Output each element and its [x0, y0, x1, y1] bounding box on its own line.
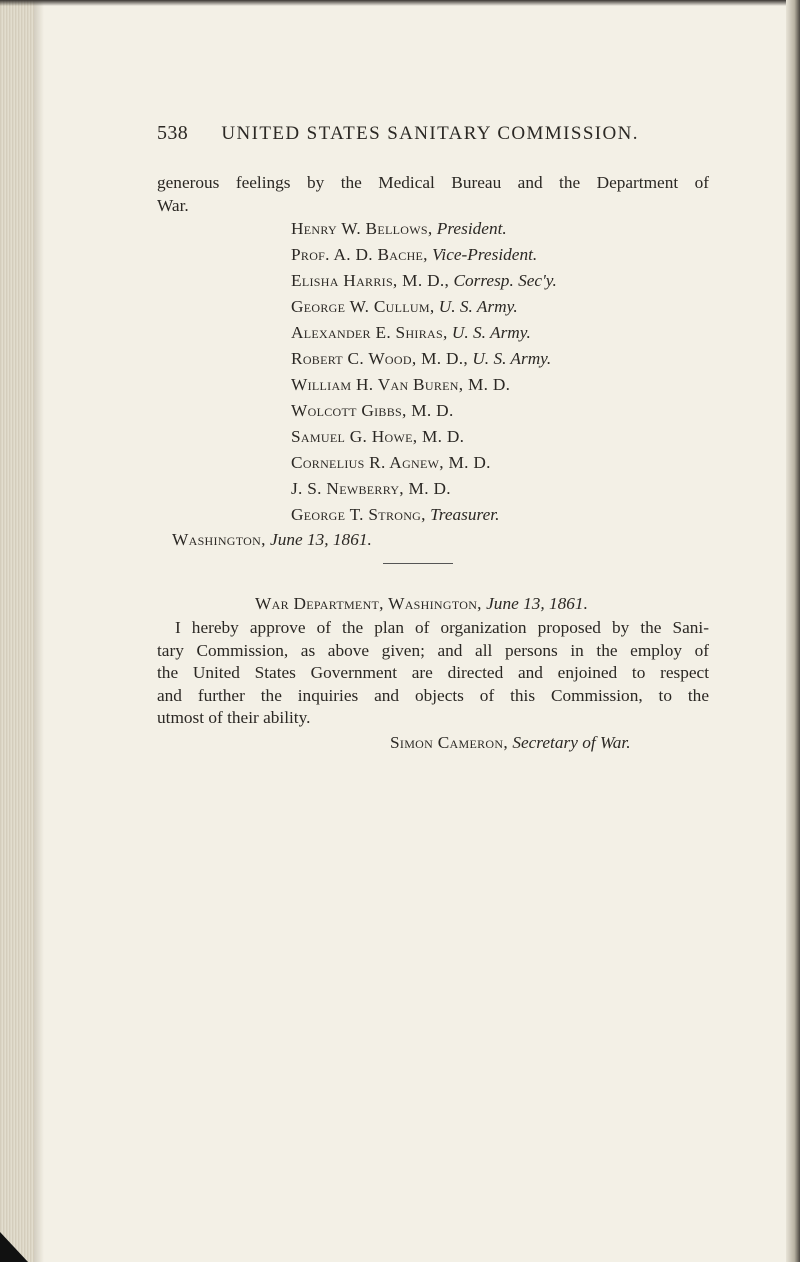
- signatory-title: President.: [436, 219, 507, 238]
- signatory-name: Cornelius R. Agnew, M. D.: [291, 453, 491, 472]
- text-line: I hereby approve of the plan of organization proposed by the Sani-: [175, 618, 709, 637]
- heading-place: War Department, Washington,: [255, 594, 482, 613]
- signatory-line: [291, 504, 499, 527]
- signatory-line: [291, 478, 451, 501]
- dateline-date: June 13, 1861.: [270, 530, 372, 549]
- text-line: tary Commission, as above given; and all persons in the employ of: [157, 640, 709, 660]
- dateline: [172, 529, 372, 552]
- signatory-name: Henry W. Bellows,: [291, 219, 433, 238]
- secretary-signature: [390, 732, 631, 755]
- signatory-name: George T. Strong,: [291, 505, 426, 524]
- signatory-line: [291, 270, 557, 293]
- signatory-line: [291, 374, 510, 397]
- page-number: 538: [157, 122, 189, 144]
- signatory-title: Corresp. Sec'y.: [453, 271, 557, 290]
- signatory-name: George W. Cullum,: [291, 297, 435, 316]
- signatory-title: Vice-President.: [432, 245, 538, 264]
- signatory-title: U. S. Army.: [451, 323, 531, 342]
- opening-paragraph: [157, 172, 709, 217]
- running-title: UNITED STATES SANITARY COMMISSION.: [221, 123, 639, 144]
- signatory-name: Wolcott Gibbs, M. D.: [291, 401, 454, 420]
- text-line: War.: [157, 195, 189, 215]
- signatory-line: [291, 348, 551, 371]
- signatory-line: [291, 400, 454, 423]
- text-line: generous feelings by the Medical Bureau and the Department of: [157, 173, 709, 192]
- signatory-name: William H. Van Buren, M. D.: [291, 375, 511, 394]
- signatory-title: Treasurer.: [430, 505, 500, 524]
- approval-paragraph: [157, 617, 709, 730]
- text-line: and further the inquiries and objects of this Commission, to the: [157, 685, 709, 705]
- signatory-name: Samuel G. Howe, M. D.: [291, 427, 465, 446]
- signatory-line: [291, 452, 491, 475]
- text-line: utmost of their ability.: [157, 708, 311, 727]
- dateline-place: Washington,: [172, 530, 266, 549]
- heading-date: June 13, 1861.: [486, 594, 588, 613]
- signatory-name: J. S. Newberry, M. D.: [291, 479, 451, 498]
- signatory-line: [291, 244, 537, 267]
- signatory-name: Elisha Harris, M. D.,: [291, 271, 450, 290]
- signatory-title: U. S. Army.: [472, 349, 552, 368]
- running-header: [157, 122, 639, 145]
- text-line: the United States Government are directed and enjoined to respect: [157, 663, 709, 682]
- signatory-line: [291, 426, 464, 449]
- signatory-name: Prof. A. D. Bache,: [291, 245, 428, 264]
- signatory-title: U. S. Army.: [438, 297, 518, 316]
- signer-name: Simon Cameron,: [390, 733, 508, 752]
- signer-title: Secretary of War.: [512, 733, 631, 752]
- signatory-line: [291, 322, 531, 345]
- war-department-heading: [255, 593, 588, 616]
- signatory-line: [291, 218, 507, 241]
- signatory-name: Robert C. Wood, M. D.,: [291, 349, 468, 368]
- signatory-line: [291, 296, 518, 319]
- section-divider: [383, 563, 453, 564]
- signatory-name: Alexander E. Shiras,: [291, 323, 448, 342]
